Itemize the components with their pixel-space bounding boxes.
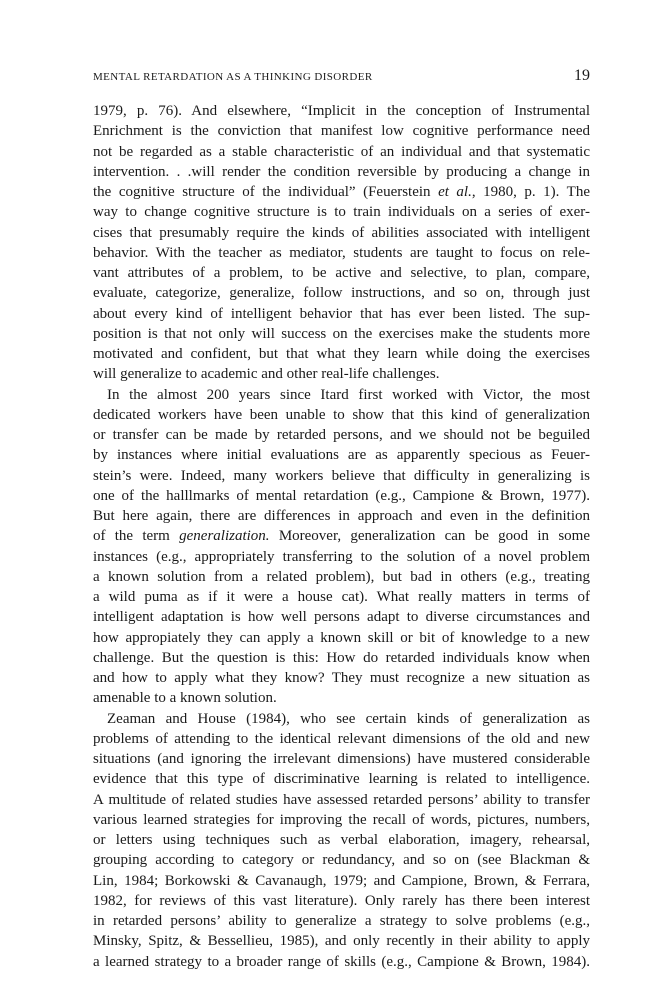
text-line: a wild puma as if it were a house cat). What really matters in terms of bbox=[93, 589, 590, 605]
text-line: problems of attending to the identical relevant dimensions of the old and new bbox=[93, 730, 590, 747]
text-line: cises that presumably require the kinds of abilities associated with intelligent bbox=[93, 224, 590, 241]
text-line: of the term generalization. Moreover, generalization can be good in some bbox=[93, 528, 590, 545]
text-line: or letters using techniques such as verbal elaboration, imagery, rehearsal, bbox=[93, 832, 590, 848]
text-line: Zeaman and House (1984), who see certain kinds of generalization as bbox=[107, 710, 590, 727]
text-line: a known solution from a related problem), but bad in others (e.g., treating bbox=[93, 568, 590, 585]
text-line: grouping according to category or redundancy, and so on (see Blackman & bbox=[93, 852, 590, 869]
text-line: behavior. With the teacher as mediator, students are taught to focus on rele- bbox=[93, 244, 590, 261]
text-line: in retarded persons’ ability to generalize a strategy to solve problems (e.g., bbox=[93, 913, 590, 929]
text-line: not be regarded as a stable characteristic of an individual and that systematic bbox=[93, 143, 590, 160]
text-line: amenable to a known solution. bbox=[93, 690, 277, 707]
text-line: by instances where initial evaluations are as apparently specious as Feuer- bbox=[93, 447, 590, 464]
text-line: will generalize to academic and other real-life challenges. bbox=[93, 366, 440, 383]
text-line: a learned strategy to a broader range of skills (e.g., Campione & Brown, 1984). bbox=[93, 953, 590, 970]
text-line: evidence that this type of discriminative learning is related to intelligence. bbox=[93, 771, 590, 788]
text-line: intelligent adaptation is how well persons adapt to diverse circumstances and bbox=[93, 609, 590, 626]
text-line: and how to apply what they know? They must recognize a new situation as bbox=[93, 670, 590, 686]
text-line: Enrichment is the conviction that manifest low cognitive performance need bbox=[93, 123, 590, 140]
text-line: In the almost 200 years since Itard first worked with Victor, the most bbox=[107, 386, 590, 403]
text-line: about every kind of intelligent behavior that has ever been listed. The sup- bbox=[93, 305, 590, 322]
text-line: 1979, p. 76). And elsewhere, “Implicit in the conception of Instrumental bbox=[93, 103, 590, 119]
text-line: situations (and ignoring the irrelevant dimensions) have mustered considerable bbox=[93, 751, 590, 767]
text-line: one of the halllmarks of mental retardation (e.g., Campione & Brown, 1977). bbox=[93, 487, 590, 504]
text-line: evaluate, categorize, generalize, follow instructions, and so on, through just bbox=[93, 285, 590, 302]
text-line: 1982, for reviews of this vast literature). Only rarely has there been interest bbox=[93, 892, 590, 909]
text-line: Minsky, Spitz, & Bessellieu, 1985), and only recently in their ability to apply bbox=[93, 933, 590, 950]
text-line: way to change cognitive structure is to train individuals on a series of exer- bbox=[93, 204, 590, 221]
text-line: intervention. . .will render the condition reversible by producing a change in bbox=[93, 163, 590, 180]
text-line: vant attributes of a problem, to be active and selective, to plan, compare, bbox=[93, 265, 590, 281]
text-line: A multitude of related studies have assessed retarded persons’ ability to transfer bbox=[93, 791, 590, 808]
text-line: motivated and confident, but that what they learn while doing the exercises bbox=[93, 346, 590, 362]
text-line: But here again, there are differences in approach and even in the definition bbox=[93, 508, 590, 524]
running-title: MENTAL RETARDATION AS A THINKING DISORDER bbox=[93, 71, 373, 83]
text-line: Lin, 1984; Borkowski & Cavanaugh, 1979; and Campione, Brown, & Ferrara, bbox=[93, 872, 590, 889]
page-number: 19 bbox=[574, 67, 590, 84]
text-line: challenge. But the question is this: How do retarded individuals know when bbox=[93, 649, 590, 666]
text-line: various learned strategies for improving the recall of words, pictures, numbers, bbox=[93, 811, 590, 828]
running-head bbox=[93, 67, 590, 85]
text-line: position is that not only will success on the exercises make the students more bbox=[93, 325, 590, 342]
text-line: or transfer can be made by retarded persons, and we should not be beguiled bbox=[93, 427, 590, 443]
text-line: dedicated workers have been unable to show that this kind of generalization bbox=[93, 406, 590, 423]
text-line: stein’s were. Indeed, many workers believe that difficulty in generalizing is bbox=[93, 467, 590, 484]
text-line: the cognitive structure of the individual” (Feuerstein et al., 1980, p. 1). The bbox=[93, 184, 591, 200]
text-line: instances (e.g., appropriately transferring to the solution of a novel problem bbox=[93, 548, 590, 565]
text-line: how appropiately they can apply a known skill or bit of knowledge to a new bbox=[93, 629, 590, 646]
